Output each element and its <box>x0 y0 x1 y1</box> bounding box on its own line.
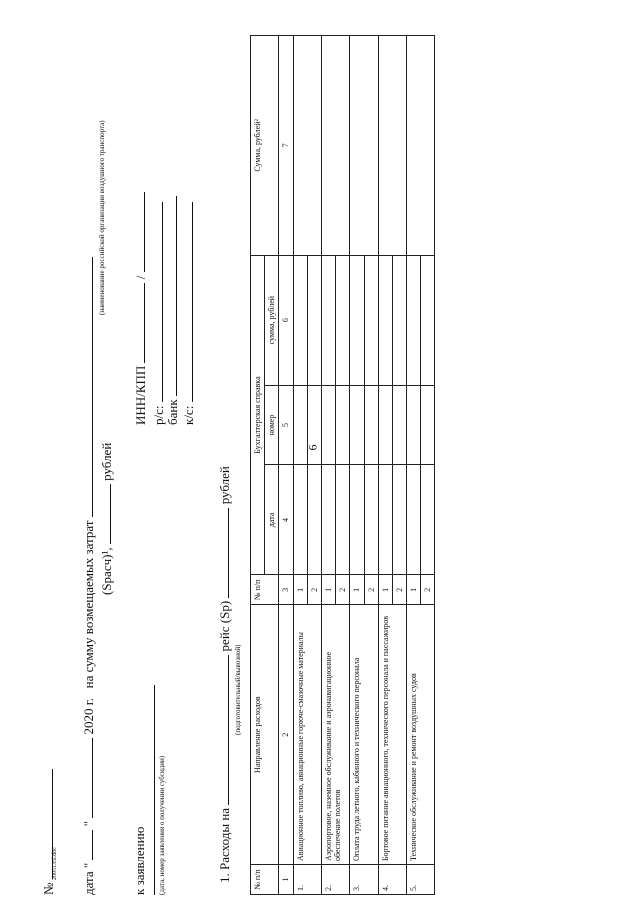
row-direction: Бортовое питание авиационного, технического персонала и пассажиров <box>378 605 406 865</box>
date-label: дата " <box>81 862 96 895</box>
cell-sum[interactable] <box>293 255 307 385</box>
header-num: № п/п <box>251 865 279 895</box>
header-row-1 <box>251 36 265 895</box>
cell-sum[interactable] <box>307 255 321 385</box>
cell-number[interactable] <box>307 385 321 465</box>
cell-number[interactable] <box>407 385 421 465</box>
rotated-content <box>40 35 640 895</box>
sum-text: на сумму возмещаемых затрат <box>81 520 96 689</box>
cell-total[interactable] <box>350 36 378 256</box>
cell-date[interactable] <box>364 465 378 575</box>
rs-label: р/с: <box>151 405 166 425</box>
ks-line <box>180 202 197 425</box>
number-line <box>40 769 57 895</box>
row-direction: Авиационное топливо, авиационные горюче-смазочные материалы <box>293 605 321 865</box>
day-blank <box>80 830 93 860</box>
table-row <box>407 36 421 895</box>
application-line <box>132 827 148 895</box>
number-label: № <box>41 882 56 895</box>
spacch-line <box>98 443 115 595</box>
index-cell: 6 <box>279 255 293 385</box>
cell-date[interactable] <box>293 465 307 575</box>
header-total: Сумма, рублей² <box>251 36 279 256</box>
row-num: 4. <box>378 865 406 895</box>
section-rubles: рублей <box>217 466 232 505</box>
header-number: номер <box>265 385 279 465</box>
header-direction: Направление расходов <box>251 605 279 865</box>
cell-number[interactable] <box>364 385 378 465</box>
cell-date[interactable] <box>350 465 364 575</box>
row-num: 3. <box>350 865 378 895</box>
row-sub-num: 1 <box>293 575 307 605</box>
application-blank <box>152 685 155 895</box>
cell-total[interactable] <box>407 36 435 256</box>
bank-label: банк <box>165 399 180 425</box>
cell-sum[interactable] <box>364 255 378 385</box>
section-amount-blank <box>216 508 229 598</box>
cell-date[interactable] <box>392 465 406 575</box>
cell-sum[interactable] <box>421 255 435 385</box>
row-sub-num: 2 <box>336 575 350 605</box>
kpp-blank <box>132 192 145 272</box>
cell-number[interactable] <box>293 385 307 465</box>
cell-sum[interactable] <box>321 255 335 385</box>
footer-filename: 2005135l.doc <box>52 847 58 880</box>
cell-total[interactable] <box>293 36 321 256</box>
inn-line <box>132 192 149 425</box>
spacch-text: (Spacч)¹, <box>99 547 114 595</box>
cell-date[interactable] <box>421 465 435 575</box>
cell-number[interactable] <box>392 385 406 465</box>
table-row <box>350 36 364 895</box>
cell-number[interactable] <box>350 385 364 465</box>
bank-blank <box>164 196 177 396</box>
cell-number[interactable] <box>321 385 335 465</box>
header-sum-rub: сумма, рублей <box>265 255 279 385</box>
row-num: 5. <box>407 865 435 895</box>
cell-date[interactable] <box>307 465 321 575</box>
row-sub-num: 2 <box>364 575 378 605</box>
inn-label: ИНН/КПП <box>133 365 148 425</box>
spacch-blank <box>98 484 111 544</box>
cell-number[interactable] <box>421 385 435 465</box>
row-sub-num: 2 <box>307 575 321 605</box>
table-row <box>293 36 307 895</box>
year-text: 2020 г. <box>81 698 96 735</box>
cell-total[interactable] <box>378 36 406 256</box>
section-flight: рейс (Sp) <box>217 600 232 652</box>
section-title-line <box>216 466 233 883</box>
spacch-rubles: рублей <box>99 442 114 481</box>
row-sub-num: 2 <box>392 575 406 605</box>
org-caption: (наименование российской организации воздушного транспорта) <box>98 120 106 315</box>
month-blank <box>80 738 93 818</box>
ks-blank <box>180 202 193 402</box>
row-sub-num: 1 <box>321 575 335 605</box>
date-quote: " <box>81 820 96 827</box>
row-num: 1. <box>293 865 321 895</box>
row-sub-num: 1 <box>378 575 392 605</box>
application-label: к заявлению <box>132 826 147 895</box>
number-blank <box>40 769 53 879</box>
expenses-table <box>250 35 435 895</box>
section-type-blank <box>216 655 229 805</box>
cell-sum[interactable] <box>407 255 421 385</box>
ks-label: к/с: <box>181 405 196 425</box>
row-sub-num: 2 <box>421 575 435 605</box>
row-direction: Оплата труда летного, кабинного и технического персонала <box>350 605 378 865</box>
cell-date[interactable] <box>336 465 350 575</box>
cell-number[interactable] <box>378 385 392 465</box>
index-cell: 2 <box>279 605 293 865</box>
cell-sum[interactable] <box>392 255 406 385</box>
header-date: дата <box>265 465 279 575</box>
table-row <box>378 36 392 895</box>
page-number: 6 <box>305 444 320 451</box>
cell-date[interactable] <box>407 465 421 575</box>
header-sub-num: № п/п <box>251 575 279 605</box>
date-line <box>80 257 97 895</box>
inn-blank <box>132 283 145 363</box>
cell-date[interactable] <box>378 465 392 575</box>
rs-blank <box>150 202 163 402</box>
row-sub-num: 1 <box>350 575 364 605</box>
cell-sum[interactable] <box>336 255 350 385</box>
index-cell: 5 <box>279 385 293 465</box>
section-caption: (подготовительный/вывозной) <box>234 644 242 735</box>
row-direction: Техническое обслуживание и ремонт воздушных судов <box>407 605 435 865</box>
table-row <box>321 36 335 895</box>
header-accounting: Бухгалтерская справка <box>251 255 265 575</box>
index-cell: 4 <box>279 465 293 575</box>
bank-line <box>164 196 181 425</box>
index-cell: 1 <box>279 865 293 895</box>
section-title: 1. Расходы на <box>217 807 232 883</box>
cell-sum[interactable] <box>378 255 392 385</box>
cell-date[interactable] <box>321 465 335 575</box>
row-num: 2. <box>321 865 349 895</box>
cell-sum[interactable] <box>350 255 364 385</box>
row-sub-num: 1 <box>407 575 421 605</box>
application-caption: (дата, номер заявления о получении субсидии) <box>158 755 166 895</box>
index-row <box>279 36 293 895</box>
cell-total[interactable] <box>321 36 349 256</box>
index-cell: 7 <box>279 36 293 256</box>
org-blank <box>80 257 93 517</box>
index-cell: 3 <box>279 575 293 605</box>
inn-slash: / <box>133 275 148 280</box>
row-direction: Аэропортовое, наземное обслуживание и аэронавигационное обеспечение полетов <box>321 605 349 865</box>
cell-number[interactable] <box>336 385 350 465</box>
